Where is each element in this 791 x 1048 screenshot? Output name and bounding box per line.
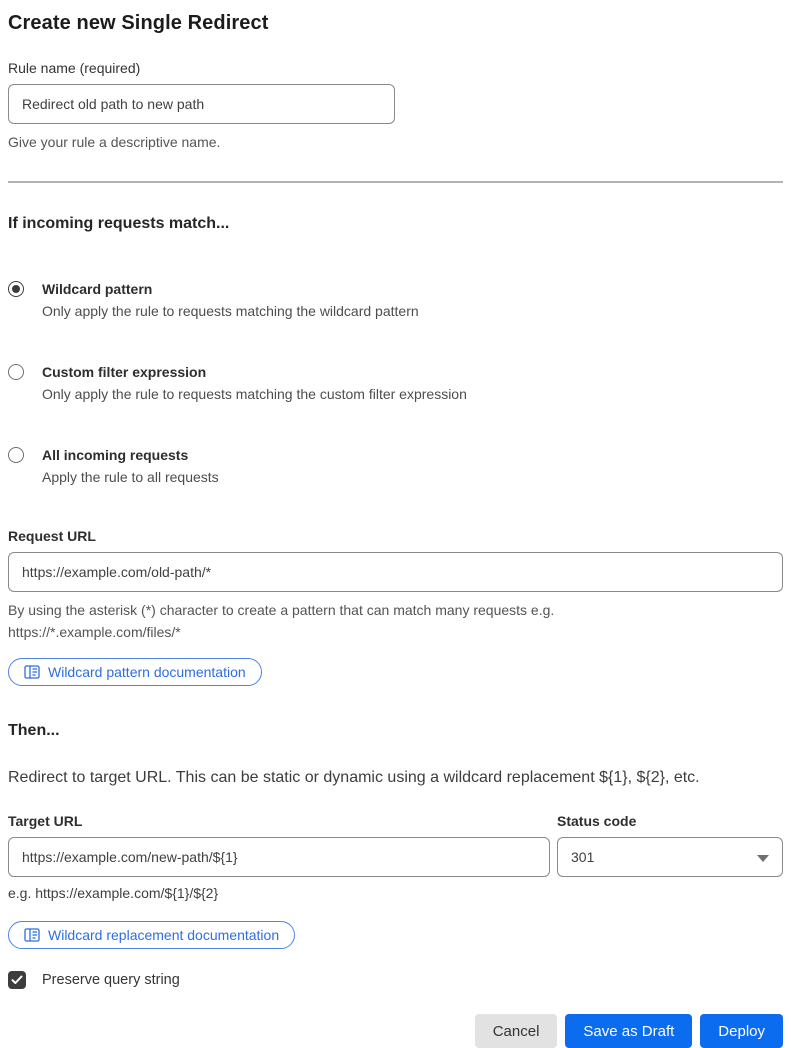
book-icon xyxy=(24,928,40,942)
status-code-select[interactable] xyxy=(557,837,783,877)
radio-option-all-incoming-requests[interactable] xyxy=(8,445,783,489)
request-url-input[interactable] xyxy=(8,552,783,592)
target-url-label: Target URL xyxy=(8,813,83,829)
page-title: Create new Single Redirect xyxy=(8,12,269,34)
request-url-helper xyxy=(8,599,783,643)
doc-button-label: Wildcard pattern documentation xyxy=(48,664,246,680)
match-type-radio-group xyxy=(8,279,783,489)
cancel-button[interactable]: Cancel xyxy=(475,1014,558,1048)
radio-button[interactable] xyxy=(8,447,24,463)
wildcard-pattern-docs-button[interactable] xyxy=(8,658,262,686)
request-url-helper-line1: By using the asterisk (*) character to create a pattern that can match many requests e.g. xyxy=(8,602,555,618)
radio-label: Custom filter expression xyxy=(42,364,207,380)
section-divider xyxy=(8,181,783,183)
target-url-example: e.g. https://example.com/${1}/${2} xyxy=(8,885,219,901)
radio-description: Only apply the rule to requests matching the custom filter expression xyxy=(42,386,467,402)
doc-button-label: Wildcard replacement documentation xyxy=(48,927,280,943)
save-as-draft-button[interactable]: Save as Draft xyxy=(565,1014,692,1048)
radio-option-wildcard-pattern[interactable] xyxy=(8,279,783,323)
preserve-query-string-label: Preserve query string xyxy=(42,972,180,988)
radio-label: Wildcard pattern xyxy=(42,281,153,297)
footer-actions xyxy=(8,1014,783,1048)
chevron-down-icon xyxy=(757,855,769,862)
deploy-button[interactable]: Deploy xyxy=(700,1014,783,1048)
rule-name-label: Rule name (required) xyxy=(8,60,141,76)
then-section-heading: Then... xyxy=(8,722,60,739)
radio-description: Only apply the rule to requests matching the wildcard pattern xyxy=(42,303,419,319)
radio-description: Apply the rule to all requests xyxy=(42,469,219,485)
radio-option-custom-filter-expression[interactable] xyxy=(8,362,783,406)
radio-label: All incoming requests xyxy=(42,447,189,463)
match-section-heading: If incoming requests match... xyxy=(8,215,230,232)
wildcard-replacement-docs-button[interactable] xyxy=(8,921,295,949)
radio-button-selected[interactable] xyxy=(8,281,24,297)
checkbox-checked[interactable] xyxy=(8,971,26,989)
radio-button[interactable] xyxy=(8,364,24,380)
rule-name-helper: Give your rule a descriptive name. xyxy=(8,134,221,150)
request-url-label: Request URL xyxy=(8,528,96,544)
status-code-value: 301 xyxy=(571,849,595,865)
book-icon xyxy=(24,665,40,679)
target-url-input[interactable] xyxy=(8,837,550,877)
then-description: Redirect to target URL. This can be static or dynamic using a wildcard replacement ${1}, ${2}, etc. xyxy=(8,769,700,786)
rule-name-input[interactable] xyxy=(8,84,395,124)
request-url-helper-line2: https://*.example.com/files/* xyxy=(8,624,181,640)
target-row xyxy=(8,813,783,901)
status-code-label: Status code xyxy=(557,813,637,829)
preserve-query-string-option[interactable] xyxy=(8,971,783,989)
